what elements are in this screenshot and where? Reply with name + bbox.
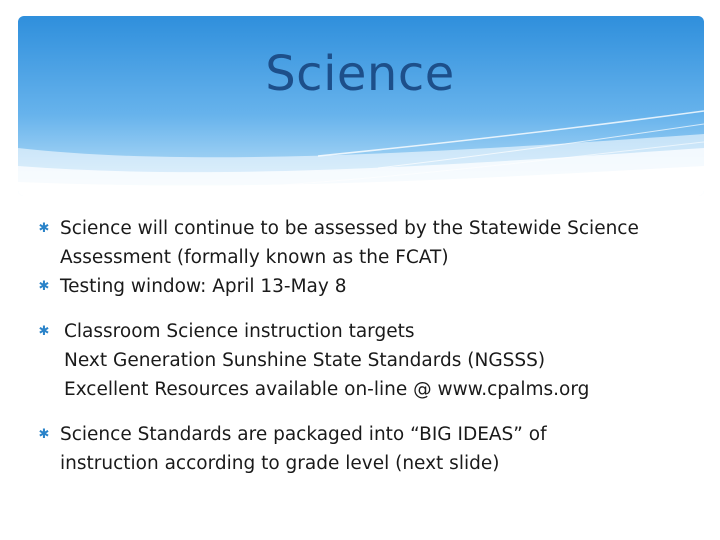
bullet-line: Science will continue to be assessed by the Statewide Science [60,218,639,239]
asterisk-bullet-icon: ✱ [38,279,50,294]
title-banner [18,16,704,196]
slide-title: Science [265,46,455,102]
bullet-item [36,420,696,478]
bullet-line: Assessment (formally known as the FCAT) [60,247,449,268]
bullet-line: Excellent Resources available on-line @ www.cpalms.org [64,379,590,400]
bullet-item [36,317,696,404]
asterisk-bullet-icon: ✱ [38,427,50,442]
bullet-line: Classroom Science instruction targets [64,321,415,342]
bullet-line: Science Standards are packaged into “BIG IDEAS” of [60,424,547,445]
bullet-line: Next Generation Sunshine State Standards (NGSSS) [64,350,546,371]
bullet-list [36,214,696,478]
bullet-item [36,214,696,272]
bullet-item [36,272,696,301]
banner-wave-graphic [18,16,704,196]
asterisk-bullet-icon: ✱ [38,324,50,339]
bullet-line: Testing window: April 13-May 8 [60,276,347,297]
bullet-line: instruction according to grade level (next slide) [60,453,500,474]
asterisk-bullet-icon: ✱ [38,221,50,236]
